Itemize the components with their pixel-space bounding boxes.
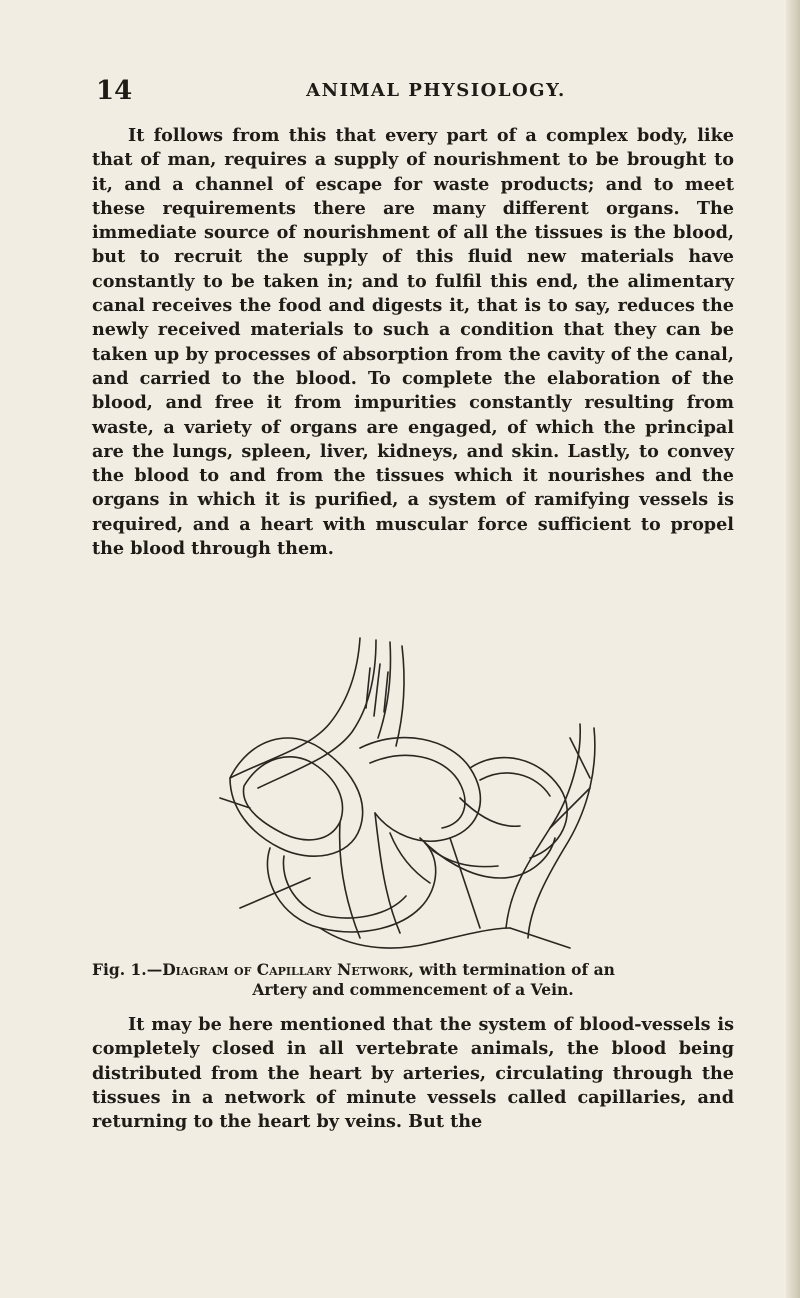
vein-drawing — [506, 724, 595, 938]
page-number: 14 — [96, 76, 133, 106]
body-paragraph-2: It may be here mentioned that the system of blood-vessels is completely closed in all vertebrate animals, the blood being distributed from the heart by arteries, circulating through the tissues in a network of minute vessels called capillaries, and returning to the heart by veins. But the — [92, 1014, 734, 1133]
page-header — [96, 76, 736, 110]
capillary-loops — [220, 738, 590, 948]
page-edge — [786, 0, 800, 1298]
figure-caption — [92, 960, 734, 1000]
running-head: ANIMAL PHYSIOLOGY. — [306, 80, 566, 101]
figure-label: Fig. 1. — [92, 960, 147, 979]
figure-title: —Diagram of Capillary Network, — [146, 960, 414, 979]
figure-caption-rest: with termination of an — [413, 960, 615, 979]
body-paragraph-1: It follows from this that every part of a complex body, like that of man, requires a supply of nourishment to be brought to it, and a channel of escape for waste products; and to meet these requirements there are many different organs. The immediate source of nourishment of all the tissues is the blood, but to recruit the supply of this fluid new materials have constantly to be taken in; and to fulfil this end, the alimentary canal receives the food and digests it, that is to say, reduces the newly received materials to such a condition that they can be taken up by processes of absorption from the cavity of the canal, and carried to the blood. To complete the elaboration of the blood, and free it from impurities constantly resulting from waste, a variety of organs are engaged, of which the principal are the lungs, spleen, liver, kidneys, and skin. Lastly, to convey the blood to and from the tissues which it nourishes and the organs in which it is purified, a system of ramifying vessels is required, and a heart with muscular force sufficient to propel the blood through them. — [92, 125, 734, 560]
figure-caption-line2: Artery and commencement of a Vein. — [252, 980, 574, 999]
capillary-network-figure — [210, 628, 610, 958]
